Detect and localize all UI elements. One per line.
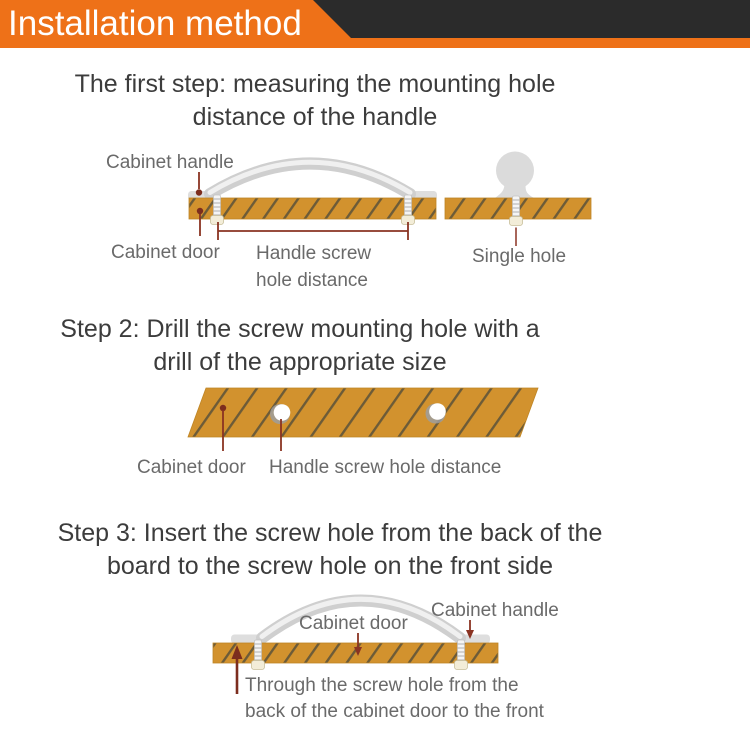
label-cabinet-door-3: Cabinet door	[299, 613, 408, 634]
label-screw-distance-1	[256, 240, 371, 294]
step2-heading-line1: Step 2: Drill the screw mounting hole with a	[60, 315, 540, 343]
page-title: Installation method	[8, 4, 302, 43]
step2-diagram	[188, 388, 538, 451]
knob-graphic	[493, 152, 537, 200]
cabinet-door-board	[189, 198, 436, 219]
label-through-note	[245, 673, 544, 725]
drilled-board	[188, 388, 538, 437]
label-through-note-line1: Through the screw hole from the	[245, 675, 519, 696]
label-cabinet-door-1: Cabinet door	[111, 242, 220, 263]
label-through-note-line2: back of the cabinet door to the front	[245, 701, 544, 722]
label-single-hole: Single hole	[472, 246, 567, 267]
cabinet-handle-pointer-dot	[196, 189, 202, 195]
step1-heading-line1: The first step: measuring the mounting hole	[74, 70, 556, 98]
label-cabinet-door-2: Cabinet door	[137, 457, 246, 478]
label-cabinet-handle-3: Cabinet handle	[431, 600, 559, 621]
label-screw-distance-1-line2: hole distance	[256, 270, 368, 291]
label-screw-distance-2: Handle screw hole distance	[269, 457, 502, 478]
screw-distance-measure	[218, 222, 408, 240]
step3-heading-line2: board to the screw hole on the front side	[106, 552, 554, 580]
step1-heading-line2: distance of the handle	[192, 103, 438, 131]
step1-diagram	[188, 152, 591, 247]
label-cabinet-handle-1: Cabinet handle	[106, 152, 234, 173]
cabinet-door-pointer-dot	[197, 208, 203, 214]
step2-heading-line2: drill of the appropriate size	[153, 348, 447, 376]
label-screw-distance-1-line1: Handle screw	[256, 243, 372, 264]
step3-heading-line1: Step 3: Insert the screw hole from the back of the	[57, 519, 603, 547]
